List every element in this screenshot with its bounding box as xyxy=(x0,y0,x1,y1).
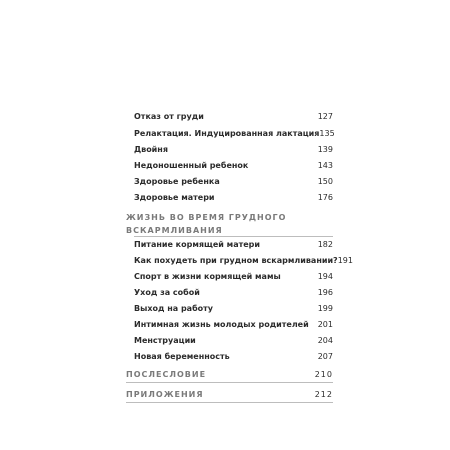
toc-entry-menstruation[interactable] xyxy=(134,336,333,345)
toc-entry-mother-health[interactable] xyxy=(134,193,333,202)
toc-entry-intimacy[interactable] xyxy=(134,320,333,329)
toc-entry-self-care[interactable] xyxy=(134,288,333,297)
toc-entry-title: Выход на работу xyxy=(134,304,214,313)
toc-entry-page: 127 xyxy=(317,112,333,121)
toc-entry-page: 176 xyxy=(317,193,333,202)
toc-entry-title: Менструации xyxy=(134,336,196,345)
toc-entry-relactation[interactable] xyxy=(134,129,333,138)
toc-entry-sport[interactable] xyxy=(134,272,333,281)
toc-entry-weight-loss[interactable] xyxy=(134,256,353,265)
section-divider xyxy=(126,382,333,383)
toc-entry-page: 135 xyxy=(319,129,335,138)
toc-entry-page: 194 xyxy=(317,272,333,281)
toc-entry-title: Здоровье матери xyxy=(134,193,215,202)
toc-entry-page: 150 xyxy=(317,177,333,186)
toc-entry-page: 143 xyxy=(317,161,333,170)
section-divider xyxy=(126,402,333,403)
toc-entry-page: 201 xyxy=(317,320,333,329)
toc-section-title: ПОСЛЕСЛОВИЕ xyxy=(126,370,207,379)
toc-entry-page: 196 xyxy=(317,288,333,297)
toc-entry-title: Питание кормящей матери xyxy=(134,240,260,249)
toc-section-title: ПРИЛОЖЕНИЯ xyxy=(126,390,204,399)
toc-entry-twins[interactable] xyxy=(134,145,333,154)
toc-entry-title: Релактация. Индуцированная лактация xyxy=(134,129,320,138)
toc-entry-title: Здоровье ребенка xyxy=(134,177,220,186)
toc-entry-title: Отказ от груди xyxy=(134,112,204,121)
toc-entry-page: 199 xyxy=(317,304,333,313)
toc-entry-page: 204 xyxy=(317,336,333,345)
toc-entry-title: Двойня xyxy=(134,145,168,154)
toc-entry-title: Спорт в жизни кормящей мамы xyxy=(134,272,281,281)
toc-entry-weaning[interactable] xyxy=(134,112,333,121)
toc-section-appendices[interactable] xyxy=(126,390,333,399)
toc-entry-child-health[interactable] xyxy=(134,177,333,186)
toc-entry-nutrition[interactable] xyxy=(134,240,333,249)
toc-entry-title: Уход за собой xyxy=(134,288,200,297)
toc-entry-title: Интимная жизнь молодых родителей xyxy=(134,320,309,329)
toc-section-afterword[interactable] xyxy=(126,370,333,379)
section-heading-line: ВСКАРМЛИВАНИЯ xyxy=(126,226,223,235)
toc-entry-page: 191 xyxy=(337,256,353,265)
toc-entry-page: 182 xyxy=(317,240,333,249)
toc-entry-page: 139 xyxy=(317,145,333,154)
toc-entry-title: Новая беременность xyxy=(134,352,230,361)
section-divider xyxy=(134,236,333,237)
toc-section-page: 212 xyxy=(314,390,333,399)
toc-entry-title: Как похудеть при грудном вскармливании? xyxy=(134,256,338,265)
toc-section-page: 210 xyxy=(314,370,333,379)
section-heading-breastfeeding-life[interactable] xyxy=(126,211,286,237)
section-heading-line: ЖИЗНЬ ВО ВРЕМЯ ГРУДНОГО xyxy=(126,213,287,222)
toc-entry-title: Недоношенный ребенок xyxy=(134,161,249,170)
toc-entry-premature[interactable] xyxy=(134,161,333,170)
toc-entry-work[interactable] xyxy=(134,304,333,313)
toc-entry-page: 207 xyxy=(317,352,333,361)
toc-entry-new-pregnancy[interactable] xyxy=(134,352,333,361)
